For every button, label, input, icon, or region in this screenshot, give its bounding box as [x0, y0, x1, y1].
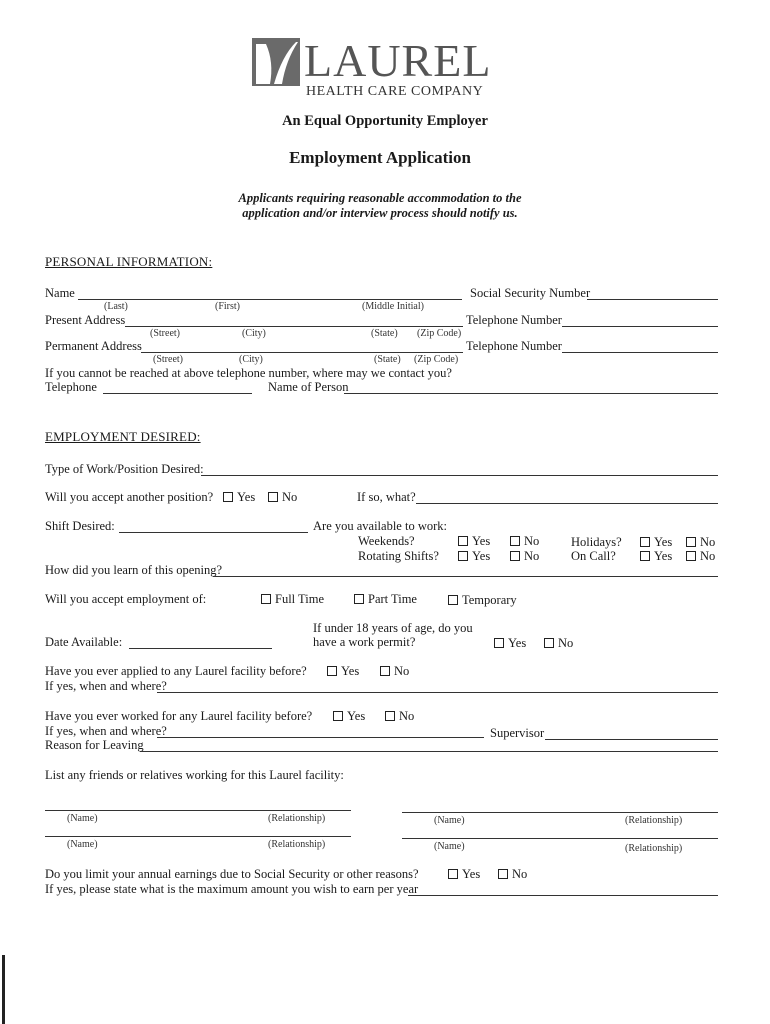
friend-3-relationship-sub: (Relationship): [268, 839, 326, 850]
sub-city-2: (City): [239, 354, 263, 365]
sub-middle: (Middle Initial): [362, 301, 424, 312]
worked-when-where-field[interactable]: [157, 737, 484, 738]
friend-3-name-sub: (Name): [67, 839, 98, 850]
date-available-label: Date Available:: [45, 635, 123, 649]
checkbox-icon: [686, 551, 696, 561]
telephone-number-label-1: Telephone Number: [466, 313, 562, 327]
checkbox-icon: [223, 492, 233, 502]
rotating-no[interactable]: No: [510, 549, 539, 564]
checkbox-icon: [261, 594, 271, 604]
applied-before-yes[interactable]: Yes: [327, 664, 359, 679]
checkbox-icon: [385, 711, 395, 721]
reason-leaving-field[interactable]: [140, 751, 718, 752]
accept-employment-label: Will you accept employment of:: [45, 592, 207, 606]
checkbox-icon: [354, 594, 364, 604]
applied-when-where-label: If yes, when and where?: [45, 679, 167, 693]
telephone-number-field-2[interactable]: [562, 352, 718, 353]
work-permit-no[interactable]: No: [544, 636, 573, 651]
permanent-address-label: Permanent Address: [45, 339, 142, 353]
holidays-no[interactable]: No: [686, 535, 715, 550]
friend-1-name-sub: (Name): [67, 813, 98, 824]
shift-desired-field[interactable]: [119, 532, 308, 533]
sub-zip-1: (Zip Code): [417, 328, 462, 339]
rotating-yes[interactable]: Yes: [458, 549, 490, 564]
holidays-yes[interactable]: Yes: [640, 535, 672, 550]
checkbox-icon: [458, 536, 468, 546]
work-permit-yes[interactable]: Yes: [494, 636, 526, 651]
accept-another-no[interactable]: No: [268, 490, 297, 505]
sub-city-1: (City): [242, 328, 266, 339]
checkbox-icon: [458, 551, 468, 561]
friend-4-name-sub: (Name): [434, 841, 465, 852]
learn-of-opening-label: How did you learn of this opening?: [45, 563, 223, 577]
supervisor-field[interactable]: [545, 739, 718, 740]
max-amount-field[interactable]: [408, 895, 718, 896]
temporary-option[interactable]: Temporary: [448, 593, 517, 608]
checkbox-icon: [498, 869, 508, 879]
personal-info-heading: PERSONAL INFORMATION:: [45, 254, 213, 269]
type-of-work-field[interactable]: [201, 475, 718, 476]
max-amount-label: If yes, please state what is the maximum amount you wish to earn per year: [45, 882, 419, 896]
sub-zip-2: (Zip Code): [414, 354, 459, 365]
name-of-person-label: Name of Person: [268, 380, 349, 394]
present-address-field[interactable]: [125, 326, 463, 327]
name-field[interactable]: [78, 299, 462, 300]
friend-1-relationship-sub: (Relationship): [268, 813, 326, 824]
accept-another-yes[interactable]: Yes: [223, 490, 255, 505]
name-label: Name: [45, 286, 75, 300]
limit-earnings-yes[interactable]: Yes: [448, 867, 480, 882]
telephone-label: Telephone: [45, 380, 97, 394]
logo: [252, 36, 512, 100]
full-time-option[interactable]: Full Time: [261, 592, 324, 607]
worked-before-yes[interactable]: Yes: [333, 709, 365, 724]
under18-line-2: have a work permit?: [313, 635, 416, 649]
friend-2-name-sub: (Name): [434, 815, 465, 826]
ssn-label: Social Security Number: [470, 286, 591, 300]
checkbox-icon: [640, 537, 650, 547]
logo-subtitle: HEALTH CARE COMPANY: [306, 84, 484, 99]
present-address-label: Present Address: [45, 313, 126, 327]
checkbox-icon: [640, 551, 650, 561]
sub-state-2: (State): [374, 354, 401, 365]
shift-desired-label: Shift Desired:: [45, 519, 115, 533]
oncall-label: On Call?: [571, 549, 616, 563]
checkbox-icon: [448, 595, 458, 605]
contact-question: If you cannot be reached at above telephone number, where may we contact you?: [45, 366, 452, 380]
telephone-number-label-2: Telephone Number: [466, 339, 562, 353]
worked-when-where-label: If yes, when and where?: [45, 724, 167, 738]
rotating-shifts-label: Rotating Shifts?: [358, 549, 439, 563]
page-title: Employment Application: [289, 148, 471, 167]
checkbox-icon: [448, 869, 458, 879]
scan-edge-mark: [2, 955, 5, 1024]
friend-4-relationship-sub: (Relationship): [625, 843, 683, 854]
accept-another-label: Will you accept another position?: [45, 490, 214, 504]
friends-relatives-label: List any friends or relatives working for this Laurel facility:: [45, 768, 344, 782]
oncall-no[interactable]: No: [686, 549, 715, 564]
worked-before-label: Have you ever worked for any Laurel facility before?: [45, 709, 313, 723]
checkbox-icon: [327, 666, 337, 676]
checkbox-icon: [268, 492, 278, 502]
if-so-what-field[interactable]: [416, 503, 718, 504]
accommodation-note-2: application and/or interview process should notify us.: [242, 206, 518, 220]
checkbox-icon: [494, 638, 504, 648]
available-label: Are you available to work:: [313, 519, 447, 533]
holidays-label: Holidays?: [571, 535, 622, 549]
applied-when-where-field[interactable]: [157, 692, 718, 693]
under18-line-1: If under 18 years of age, do you: [313, 621, 473, 635]
employment-desired-heading: EMPLOYMENT DESIRED:: [45, 429, 201, 444]
supervisor-label: Supervisor: [490, 726, 545, 740]
checkbox-icon: [380, 666, 390, 676]
laurel-leaf-icon: [252, 38, 300, 86]
checkbox-icon: [333, 711, 343, 721]
logo-word: LAUREL: [304, 35, 492, 86]
friend-1-field[interactable]: [45, 810, 351, 811]
learn-of-opening-field[interactable]: [213, 576, 718, 577]
type-of-work-label: Type of Work/Position Desired:: [45, 462, 204, 476]
weekends-no[interactable]: No: [510, 534, 539, 549]
limit-earnings-no[interactable]: No: [498, 867, 527, 882]
date-available-field[interactable]: [129, 648, 272, 649]
checkbox-icon: [686, 537, 696, 547]
applied-before-no[interactable]: No: [380, 664, 409, 679]
part-time-option[interactable]: Part Time: [354, 592, 417, 607]
telephone-number-field-1[interactable]: [562, 326, 718, 327]
limit-earnings-label: Do you limit your annual earnings due to Social Security or other reasons?: [45, 867, 419, 881]
weekends-yes[interactable]: Yes: [458, 534, 490, 549]
if-so-what-label: If so, what?: [357, 490, 416, 504]
weekends-label: Weekends?: [358, 534, 415, 548]
sub-street-2: (Street): [153, 354, 183, 365]
checkbox-icon: [544, 638, 554, 648]
sub-street-1: (Street): [150, 328, 180, 339]
worked-before-no[interactable]: No: [385, 709, 414, 724]
sub-first: (First): [215, 301, 240, 312]
accommodation-note-1: Applicants requiring reasonable accommodation to the: [238, 191, 522, 205]
applied-before-label: Have you ever applied to any Laurel facility before?: [45, 664, 307, 678]
name-of-person-field[interactable]: [344, 393, 718, 394]
oncall-yes[interactable]: Yes: [640, 549, 672, 564]
checkbox-icon: [510, 551, 520, 561]
reason-leaving-label: Reason for Leaving: [45, 738, 144, 752]
sub-state-1: (State): [371, 328, 398, 339]
alt-telephone-field[interactable]: [103, 393, 252, 394]
friend-3-field[interactable]: [45, 836, 351, 837]
friend-4-field[interactable]: [402, 838, 718, 839]
permanent-address-field[interactable]: [141, 352, 463, 353]
sub-last: (Last): [104, 301, 128, 312]
ssn-field[interactable]: [587, 299, 718, 300]
friend-2-field[interactable]: [402, 812, 718, 813]
checkbox-icon: [510, 536, 520, 546]
friend-2-relationship-sub: (Relationship): [625, 815, 683, 826]
eoe-text: An Equal Opportunity Employer: [282, 113, 488, 129]
